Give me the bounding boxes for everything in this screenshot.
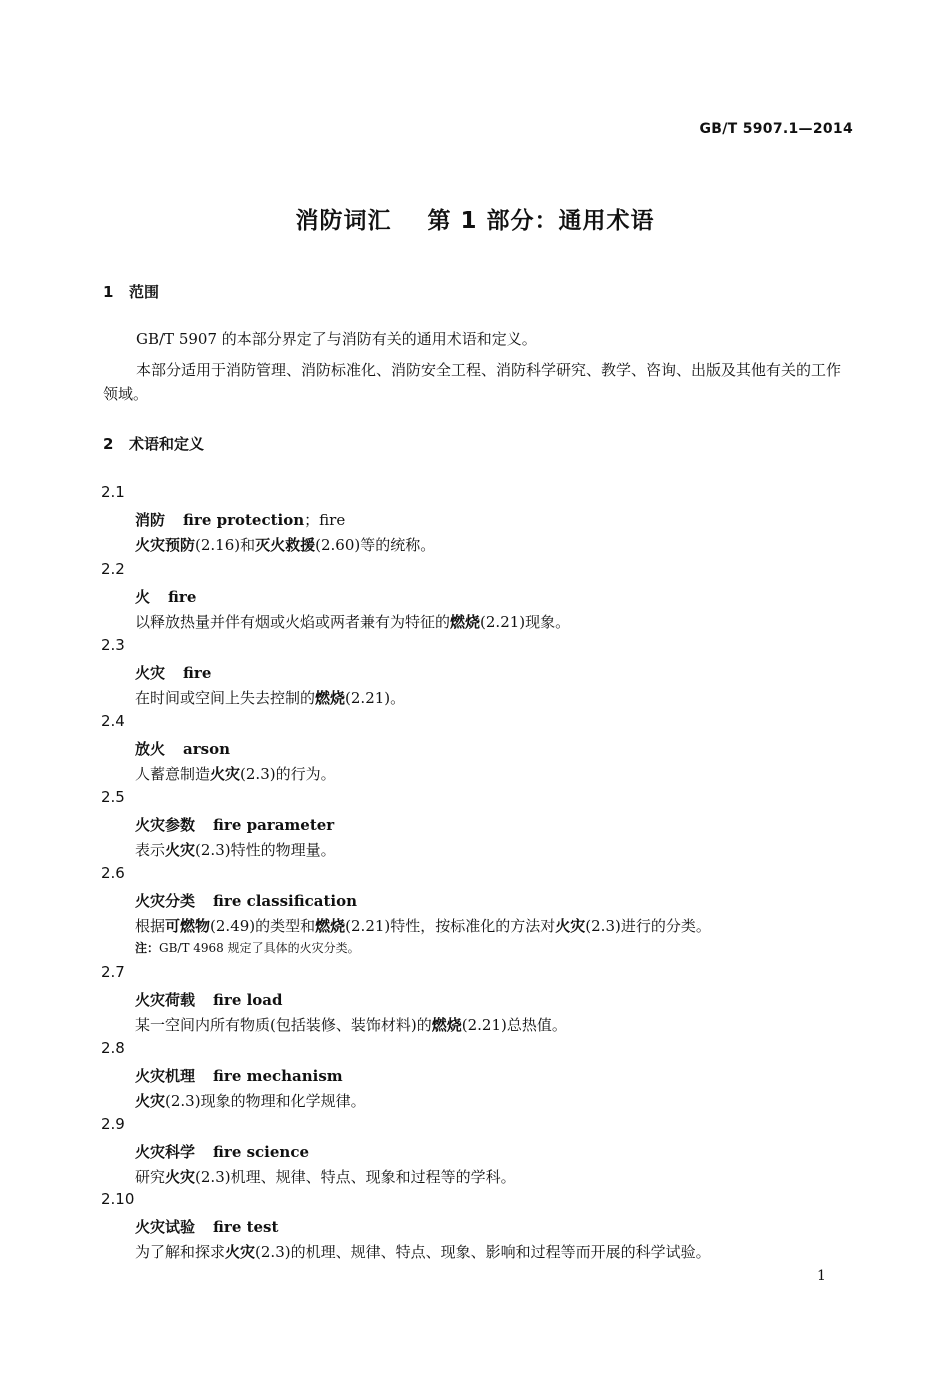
scope-paragraph-2: 本部分适用于消防管理、消防标准化、消防安全工程、消防科学研究、教学、咨询、出版及其他有关的工作领域。 <box>103 361 842 403</box>
term-definition <box>135 534 435 555</box>
term-reference: 火灾 <box>165 841 196 859</box>
term-english: fire test <box>213 1218 279 1236</box>
term-english-alt: ；fire <box>304 511 346 529</box>
term-name <box>135 738 230 759</box>
definition-text: (2.3)的机理、规律、特点、现象、影响和过程等而开展的科学试验。 <box>255 1243 711 1261</box>
term-chinese: 火 <box>135 588 151 606</box>
term-definition <box>135 611 570 632</box>
definition-text: (2.3)特性的物理量。 <box>195 841 336 859</box>
term-reference: 燃烧 <box>431 1016 462 1034</box>
term-english: fire protection <box>183 511 305 529</box>
definition-text: (2.21)。 <box>345 689 406 707</box>
definition-text: (2.21)现象。 <box>480 613 571 631</box>
definition-text: (2.3)机理、规律、特点、现象和过程等的学科。 <box>195 1168 516 1186</box>
term-reference: 火灾 <box>165 1168 196 1186</box>
definition-text: (2.16)和 <box>195 536 256 554</box>
term-name <box>135 989 283 1010</box>
term-reference: 火灾 <box>555 917 586 935</box>
term-name <box>135 1065 343 1086</box>
term-name <box>135 586 196 607</box>
term-chinese: 火灾荷载 <box>135 991 196 1009</box>
term-chinese: 火灾机理 <box>135 1067 196 1085</box>
term-english: fire science <box>213 1143 309 1161</box>
section-title: 术语和定义 <box>129 435 205 453</box>
term-english: fire <box>168 588 197 606</box>
term-definition <box>135 915 711 936</box>
term-chinese: 火灾参数 <box>135 816 196 834</box>
definition-text: 为了解和探求 <box>135 1243 226 1261</box>
term-reference: 可燃物 <box>165 917 211 935</box>
term-number: 2.5 <box>101 788 125 806</box>
term-reference: 燃烧 <box>315 689 346 707</box>
note-text: GB/T 4968 规定了具体的火灾分类。 <box>159 941 360 955</box>
term-english: fire parameter <box>213 816 335 834</box>
term-english: fire load <box>213 991 283 1009</box>
term-english: fire mechanism <box>213 1067 343 1085</box>
note-label: 注： <box>135 941 160 955</box>
term-definition <box>135 763 336 784</box>
section-title: 范围 <box>129 283 160 301</box>
page-number: 1 <box>817 1268 826 1284</box>
section-number: 2 <box>103 435 114 453</box>
definition-text: 根据 <box>135 917 166 935</box>
term-chinese: 火灾科学 <box>135 1143 196 1161</box>
term-name <box>135 1216 278 1237</box>
term-number: 2.6 <box>101 864 125 882</box>
term-number: 2.9 <box>101 1115 125 1133</box>
term-chinese: 火灾分类 <box>135 892 196 910</box>
page-title: 消防词汇 第 1 部分：通用术语 <box>295 208 655 234</box>
term-reference: 火灾 <box>135 1092 166 1110</box>
term-english: arson <box>183 740 230 758</box>
definition-text: (2.3)的行为。 <box>240 765 336 783</box>
term-number: 2.3 <box>101 636 125 654</box>
section-number: 1 <box>103 283 114 301</box>
definition-text: 在时间或空间上失去控制的 <box>135 689 316 707</box>
term-definition <box>135 839 336 860</box>
term-chinese: 火灾 <box>135 664 166 682</box>
term-reference: 燃烧 <box>315 917 346 935</box>
term-name <box>135 1141 309 1162</box>
definition-text: 人蓄意制造 <box>135 765 211 783</box>
term-name <box>135 890 357 911</box>
definition-text: (2.21)特性，按标准化的方法对 <box>345 917 556 935</box>
definition-text: 研究 <box>135 1168 166 1186</box>
term-number: 2.8 <box>101 1039 125 1057</box>
definition-text: (2.21)总热值。 <box>461 1016 567 1034</box>
term-number: 2.2 <box>101 560 125 578</box>
definition-text: (2.3)现象的物理和化学规律。 <box>165 1092 366 1110</box>
term-definition <box>135 1014 567 1035</box>
term-chinese: 火灾试验 <box>135 1218 196 1236</box>
section-heading-terms <box>103 433 204 454</box>
term-reference: 灭火救援 <box>255 536 316 554</box>
term-reference: 火灾 <box>225 1243 256 1261</box>
term-chinese: 消防 <box>135 511 166 529</box>
definition-text: 某一空间内所有物质(包括装修、装饰材料)的 <box>135 1016 432 1034</box>
term-number: 2.10 <box>101 1190 135 1208</box>
term-reference: 火灾 <box>210 765 241 783</box>
term-name <box>135 509 345 530</box>
term-reference: 火灾预防 <box>135 536 196 554</box>
term-name <box>135 814 334 835</box>
term-english: fire <box>183 664 212 682</box>
definition-text: 以释放热量并伴有烟或火焰或两者兼有为特征的 <box>135 613 451 631</box>
term-english: fire classification <box>213 892 358 910</box>
term-definition <box>135 1090 366 1111</box>
term-name <box>135 662 211 683</box>
term-chinese: 放火 <box>135 740 166 758</box>
term-note <box>135 939 360 956</box>
term-definition <box>135 1241 711 1262</box>
scope-paragraph-1: GB/T 5907 的本部分界定了与消防有关的通用术语和定义。 <box>136 330 537 348</box>
term-reference: 燃烧 <box>450 613 481 631</box>
term-definition <box>135 1166 516 1187</box>
document-code: GB/T 5907.1—2014 <box>699 121 853 137</box>
definition-text: 表示 <box>135 841 166 859</box>
term-number: 2.1 <box>101 483 125 501</box>
definition-text: (2.49)的类型和 <box>210 917 316 935</box>
term-definition <box>135 687 405 708</box>
definition-text: (2.60)等的统称。 <box>315 536 436 554</box>
term-number: 2.4 <box>101 712 125 730</box>
section-heading-scope <box>103 281 159 302</box>
definition-text: (2.3)进行的分类。 <box>585 917 711 935</box>
term-number: 2.7 <box>101 963 125 981</box>
